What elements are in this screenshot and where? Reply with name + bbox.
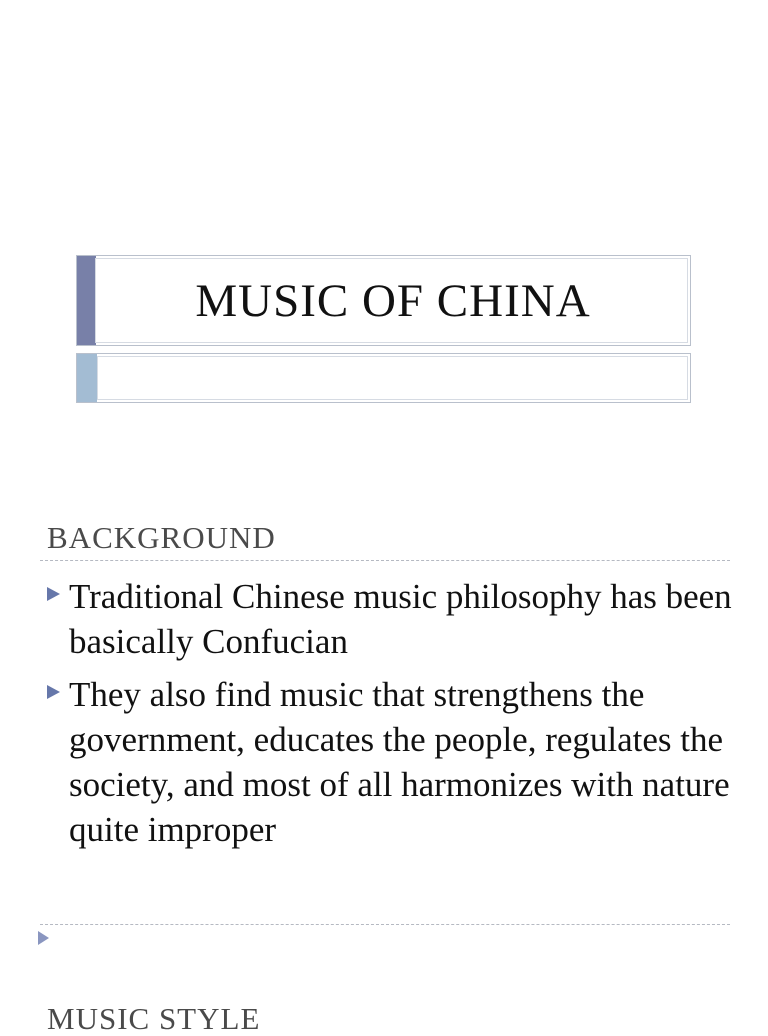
subtitle-accent-bar — [77, 354, 97, 402]
music-style-heading: MUSIC STYLE — [47, 1001, 261, 1036]
title-accent-bar — [77, 256, 96, 345]
list-item — [45, 672, 735, 852]
background-heading: BACKGROUND — [47, 520, 276, 555]
heading-divider — [40, 560, 730, 561]
bullet-text: They also find music that strengthens the government, educates the people, regulates the society, and most of all harmonizes with nature quite improper — [69, 675, 730, 849]
list-item — [45, 574, 735, 664]
title-box — [76, 255, 691, 346]
triangle-bullet-icon — [47, 587, 60, 601]
slide-title: MUSIC OF CHINA — [195, 274, 591, 327]
triangle-bullet-icon — [47, 685, 60, 699]
bullet-text: Traditional Chinese music philosophy has been basically Confucian — [69, 577, 732, 661]
subtitle-box — [76, 353, 691, 403]
bullet-list — [45, 574, 735, 860]
triangle-bullet-icon — [38, 931, 49, 945]
slide-divider — [40, 924, 730, 925]
